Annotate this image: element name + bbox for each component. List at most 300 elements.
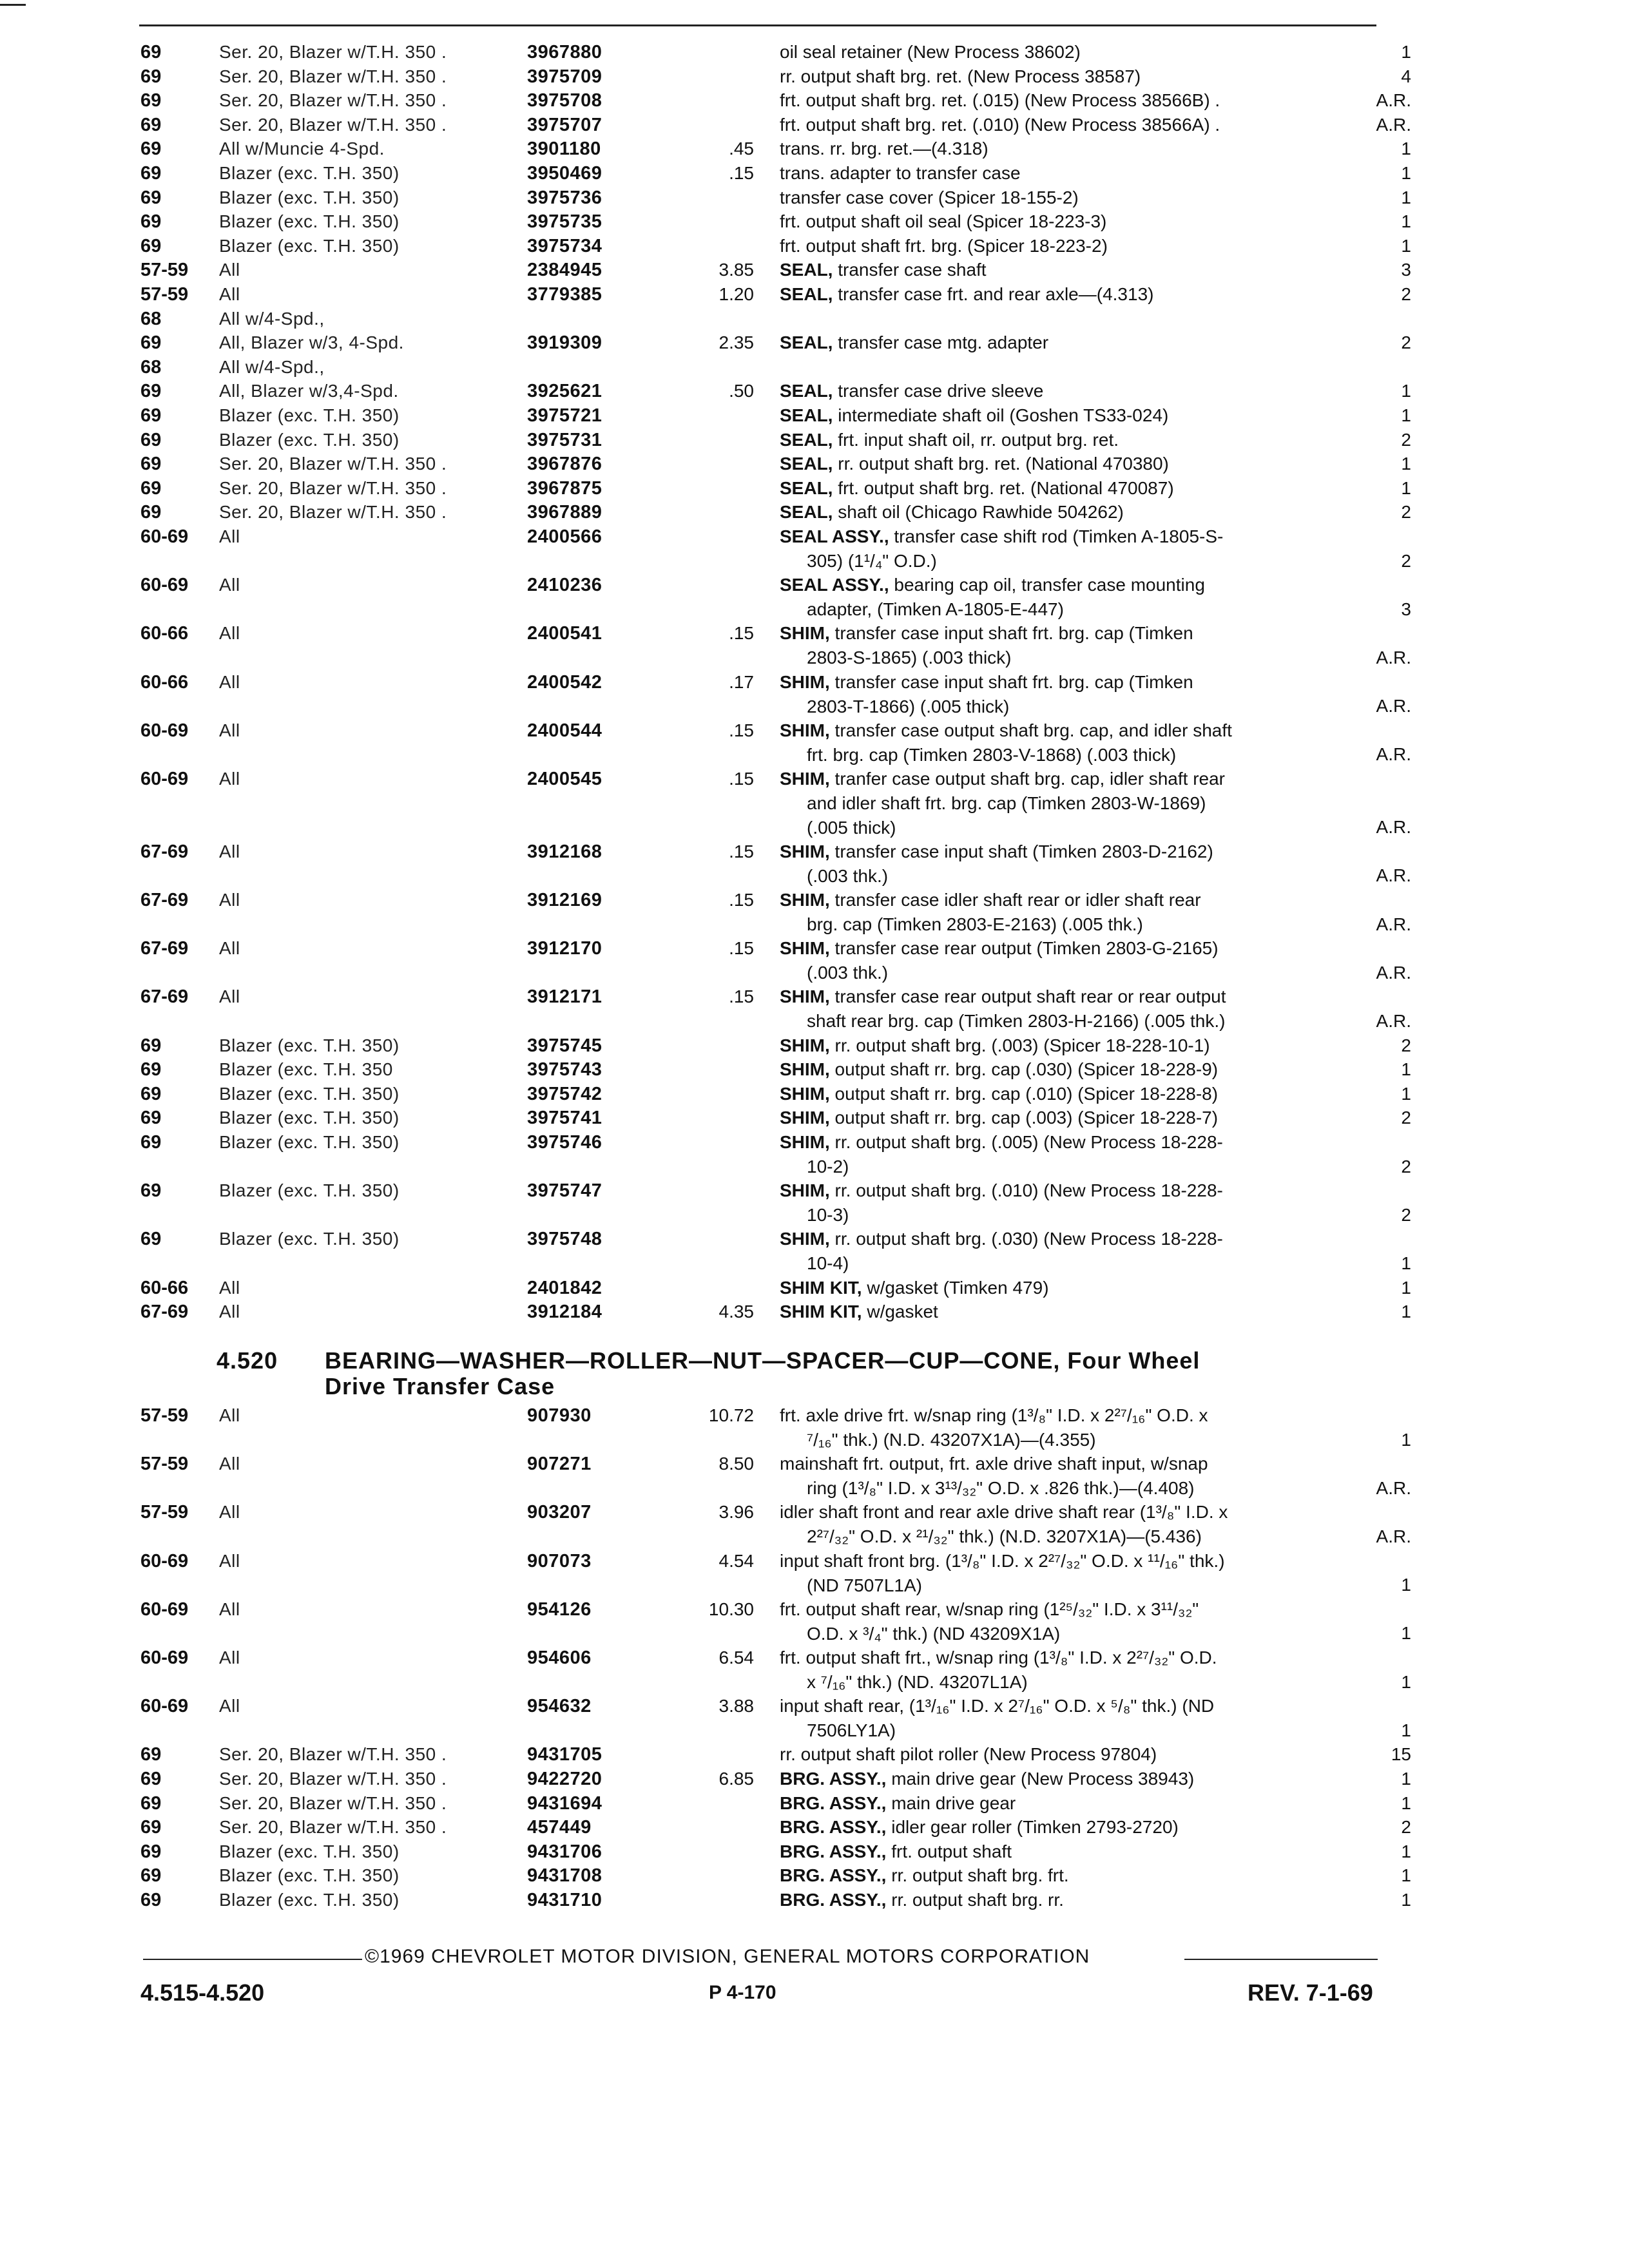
description-line [780,888,1353,912]
model-year: 60-69 [140,769,189,789]
model-year: 60-69 [140,1599,189,1620]
description-text: main drive gear (New Process 38943) [886,1769,1195,1789]
description-text: trans. rr. brg. ret.—(4.318) [780,139,988,159]
description-line [780,234,1353,258]
quantity: 1 [1401,1769,1411,1789]
quantity: 15 [1391,1744,1411,1765]
model-year: 57-59 [140,284,189,305]
description-line [780,816,1353,840]
part-number: 3975745 [527,1035,602,1056]
description-text: (.003 thk.) [807,865,889,886]
model-year: 68 [140,308,162,329]
model-application: Ser. 20, Blazer w/T.H. 350 . [219,477,447,498]
description-line [780,767,1353,791]
list-price: .15 [729,163,754,183]
part-description [780,1033,1353,1058]
part-description [780,64,1353,89]
description-line [780,1009,1353,1033]
part-description [780,621,1353,670]
model-application: All [219,1454,240,1474]
model-application: Blazer (exc. T.H. 350) [219,187,400,207]
quantity: 1 [1401,1671,1411,1692]
model-year: 60-66 [140,623,189,644]
model-year: 67-69 [140,890,189,910]
quantity: A.R. [1376,647,1411,668]
footer-rule-right [1184,1959,1378,1960]
model-year: 69 [140,235,162,256]
description-text: mainshaft frt. output, frt. axle drive shaft input, w/snap [780,1454,1208,1474]
list-price: 4.35 [718,1302,754,1322]
description-text: rr. output shaft brg. (.003) (Spicer 18-228-10-1) [829,1035,1210,1055]
model-year: 69 [140,211,162,233]
model-application: Ser. 20, Blazer w/T.H. 350 . [219,1817,447,1838]
part-number: 3912184 [527,1302,602,1323]
description-text: transfer case input shaft (Timken 2803-D-2162) [829,841,1213,861]
description-line [780,64,1353,89]
description-text: oil seal retainer (New Process 38602) [780,42,1081,62]
description-line [780,1742,1353,1767]
model-application: All [219,986,240,1007]
section-range: 4.515-4.520 [140,1979,265,2006]
description-text: input shaft rear, (1³/₁₆" I.D. x 2⁷/₁₆" O.D. x ⁵/₈" thk.) (ND [780,1696,1215,1716]
part-keyword: SHIM, [780,623,830,644]
list-price: 2.35 [718,332,754,353]
part-description [780,524,1353,573]
model-application: Blazer (exc. T.H. 350) [219,1180,400,1201]
part-keyword: SHIM, [780,1180,830,1201]
part-number: 907271 [527,1454,592,1475]
model-year: 60-69 [140,1696,189,1717]
model-application: Blazer (exc. T.H. 350) [219,235,400,256]
description-line [780,452,1353,476]
model-year: 67-69 [140,938,189,959]
description-line [780,1694,1353,1718]
model-year: 69 [140,1792,162,1814]
quantity: 1 [1401,1083,1411,1104]
list-price: .15 [729,841,754,861]
description-line [780,621,1353,646]
part-number: 2400566 [527,526,602,547]
description-line [780,476,1353,501]
description-line [780,1203,1353,1227]
description-text: 7506LY1A) [807,1720,896,1741]
model-application: All [219,1277,240,1298]
part-description [780,718,1353,767]
quantity: 2 [1401,1156,1411,1177]
list-price: .17 [729,671,754,692]
description-text: frt. output shaft oil seal (Spicer 18-223-3) [780,211,1107,232]
description-text: 2²⁷/₃₂" O.D. x ²¹/₃₂" thk.) (N.D. 3207X1A)—(5.436) [807,1526,1202,1547]
part-description [780,840,1353,889]
model-application: Blazer (exc. T.H. 350) [219,1132,400,1152]
revision-date: REV. 7-1-69 [1248,1979,1373,2006]
description-text: frt. output shaft brg. ret. (National 470087) [833,477,1174,498]
quantity: 1 [1401,1429,1411,1450]
part-description [780,1082,1353,1106]
part-description [780,670,1353,719]
model-application: Blazer (exc. T.H. 350) [219,1229,400,1249]
part-number: 3950469 [527,163,602,184]
part-number: 3912168 [527,841,602,862]
model-year: 67-69 [140,1302,189,1323]
part-number: 907073 [527,1550,592,1571]
quantity: 2 [1401,550,1411,571]
part-number: 9431710 [527,1890,602,1910]
model-year: 60-69 [140,575,189,596]
part-keyword: SHIM, [780,720,830,740]
model-application: All [219,575,240,595]
model-year: 69 [140,477,162,499]
part-description [780,573,1353,622]
quantity: A.R. [1376,1477,1411,1498]
quantity: 1 [1401,211,1411,232]
description-line [780,1276,1353,1300]
part-number: 3975742 [527,1083,602,1104]
model-year: 57-59 [140,1502,189,1523]
description-line [780,1251,1353,1276]
part-keyword: SEAL, [780,405,833,425]
description-text: rr. output shaft pilot roller (New Process 97804) [780,1744,1157,1765]
model-year: 69 [140,1083,162,1104]
model-year: 60-69 [140,1648,189,1668]
description-text: output shaft rr. brg. cap (.003) (Spicer 18-228-7) [829,1108,1219,1128]
part-keyword: SEAL, [780,429,833,450]
description-line [780,1840,1353,1864]
part-keyword: SEAL ASSY., [780,526,889,546]
description-line [780,379,1353,403]
part-number: 2384945 [527,260,602,281]
description-text: frt. input shaft oil, rr. output brg. ret. [833,429,1119,450]
part-number: 3975746 [527,1132,602,1153]
model-application: Blazer (exc. T.H. 350) [219,405,400,425]
part-description [780,1500,1353,1549]
part-keyword: SEAL, [780,477,833,498]
part-number: 2400545 [527,769,602,789]
model-year: 67-69 [140,841,189,862]
part-keyword: SEAL, [780,381,833,401]
part-description [780,186,1353,210]
description-text: transfer case shift rod (Timken A-1805-S- [889,526,1224,546]
model-year: 69 [140,454,162,475]
quantity: A.R. [1376,90,1411,111]
quantity: 1 [1401,1841,1411,1861]
part-keyword: SEAL, [780,502,833,523]
description-line [780,209,1353,234]
part-keyword: SHIM, [780,1083,830,1104]
model-application: Blazer (exc. T.H. 350) [219,429,400,450]
model-year: 69 [140,1744,162,1765]
part-number: 3975721 [527,405,602,426]
part-number: 2400542 [527,671,602,693]
description-line [780,113,1353,137]
model-year: 69 [140,332,162,354]
description-text: transfer case rear output (Timken 2803-G-2165) [829,938,1219,959]
description-line [780,1888,1353,1912]
model-application: Ser. 20, Blazer w/T.H. 350 . [219,114,447,135]
model-application: Ser. 20, Blazer w/T.H. 350 . [219,90,447,111]
description-text: transfer case drive sleeve [833,381,1044,401]
part-keyword: SEAL, [780,260,833,280]
top-rule [139,24,1376,26]
model-year: 69 [140,1132,162,1153]
footer-rule-left [143,1959,362,1960]
model-application: Blazer (exc. T.H. 350) [219,1841,400,1861]
model-application: All [219,623,240,644]
model-application: All [219,841,240,861]
list-price: 6.54 [718,1648,754,1667]
model-application: All, Blazer w/3, 4-Spd. [219,332,404,353]
description-line [780,282,1353,307]
description-line [780,331,1353,355]
model-year: 69 [140,429,162,450]
model-application: All [219,284,240,304]
model-application: All, Blazer w/3,4-Spd. [219,381,399,401]
part-description [780,40,1353,64]
quantity: 1 [1401,1890,1411,1910]
quantity: A.R. [1376,1010,1411,1031]
part-description [780,1549,1353,1598]
description-text: rr. output shaft brg. (.005) (New Process 18-228- [829,1132,1223,1152]
quantity: 1 [1401,405,1411,425]
corner-mark [0,4,26,6]
part-keyword: SHIM, [780,1035,830,1055]
part-keyword: BRG. ASSY., [780,1792,887,1813]
part-description [780,428,1353,452]
description-line [780,1597,1353,1622]
model-application: All [219,1302,240,1322]
model-year: 57-59 [140,1405,189,1426]
quantity: A.R. [1376,962,1411,983]
part-description [780,1597,1353,1646]
quantity: 4 [1401,66,1411,86]
part-number: 954606 [527,1648,592,1668]
description-text: ⁷/₁₆" thk.) (N.D. 43207X1A)—(4.355) [807,1430,1096,1450]
model-year: 69 [140,1229,162,1250]
part-description [780,1767,1353,1791]
list-price: 8.50 [718,1454,754,1474]
model-application: Ser. 20, Blazer w/T.H. 350 . [219,66,447,86]
model-application: Blazer (exc. T.H. 350 [219,1059,393,1080]
list-price: .50 [729,381,754,401]
model-year: 69 [140,1817,162,1838]
description-text: frt. output shaft rear, w/snap ring (1²⁵/₃₂" I.D. x 3¹¹/₃₂" [780,1599,1199,1619]
part-description [780,403,1353,428]
model-year: 60-66 [140,1277,189,1298]
description-line [780,1791,1353,1816]
part-keyword: BRG. ASSY., [780,1841,887,1861]
part-keyword: SHIM, [780,986,830,1007]
description-line [780,1227,1353,1251]
model-application: Blazer (exc. T.H. 350) [219,211,400,232]
model-year: 69 [140,1865,162,1887]
list-price: .15 [729,938,754,959]
description-text: 10-3) [807,1205,849,1225]
model-application: All [219,1696,240,1716]
part-description [780,1791,1353,1816]
quantity: A.R. [1376,865,1411,886]
quantity: 1 [1401,1792,1411,1813]
description-text: brg. cap (Timken 2803-E-2163) (.005 thk.) [807,914,1143,934]
model-application: Ser. 20, Blazer w/T.H. 350 . [219,454,447,474]
model-year: 60-66 [140,671,189,693]
part-number: 3975734 [527,235,602,256]
part-description [780,379,1353,403]
model-application: All [219,1550,240,1571]
part-number: 3967875 [527,477,602,499]
model-year: 60-69 [140,526,189,547]
model-application: All [219,526,240,546]
quantity: 2 [1401,284,1411,304]
part-number: 903207 [527,1502,592,1523]
model-application: Ser. 20, Blazer w/T.H. 350 . [219,502,447,523]
quantity: A.R. [1376,914,1411,934]
model-application: Ser. 20, Blazer w/T.H. 350 . [219,42,447,62]
part-keyword: SHIM, [780,1108,830,1128]
description-text: (ND 7507L1A) [807,1575,922,1595]
quantity: 3 [1401,260,1411,280]
description-line [780,500,1353,524]
quantity: 2 [1401,332,1411,353]
part-keyword: BRG. ASSY., [780,1890,887,1910]
model-year: 69 [140,139,162,160]
part-description [780,1815,1353,1840]
section-number: 4.520 [217,1347,278,1374]
description-line [780,985,1353,1009]
model-application: Blazer (exc. T.H. 350) [219,163,400,183]
part-description [780,1178,1353,1227]
part-keyword: SEAL ASSY., [780,575,889,595]
part-description [780,209,1353,234]
description-text: transfer case frt. and rear axle—(4.313) [833,284,1154,304]
description-text: 10-2) [807,1157,849,1177]
part-number: 9422720 [527,1769,602,1789]
list-price: 4.54 [718,1550,754,1571]
part-keyword: BRG. ASSY., [780,1865,887,1886]
part-number: 9431706 [527,1841,602,1862]
description-line [780,403,1353,428]
model-year: 67-69 [140,986,189,1008]
description-line [780,718,1353,743]
description-line [780,1767,1353,1791]
part-keyword: SHIM, [780,938,830,959]
description-text: transfer case input shaft frt. brg. cap (Timken [829,671,1193,692]
quantity: A.R. [1376,696,1411,716]
description-line [780,1033,1353,1058]
quantity: 2 [1401,429,1411,450]
part-keyword: SHIM KIT, [780,1302,862,1322]
part-number: 3975731 [527,429,602,450]
description-line [780,1573,1353,1598]
part-number: 3975708 [527,90,602,111]
description-line [780,549,1353,573]
part-number: 3912171 [527,986,602,1008]
description-line [780,1549,1353,1573]
description-line [780,961,1353,985]
model-application: Blazer (exc. T.H. 350) [219,1035,400,1055]
list-price: .45 [729,139,754,159]
part-description [780,1646,1353,1695]
part-number: 3975747 [527,1180,602,1202]
part-description [780,888,1353,937]
description-text: 2803-S-1865) (.003 thick) [807,648,1012,668]
model-application: Blazer (exc. T.H. 350) [219,1865,400,1886]
description-text: frt. output shaft frt. brg. (Spicer 18-223-2) [780,235,1108,256]
description-text: rr. output shaft brg. (.030) (New Process 18-228- [829,1229,1223,1249]
description-text: transfer case shaft [833,260,987,280]
part-description [780,1130,1353,1179]
part-number: 3779385 [527,284,602,305]
quantity: 2 [1401,1108,1411,1128]
quantity: 2 [1401,1817,1411,1838]
description-text: shaft oil (Chicago Rawhide 504262) [833,502,1124,523]
description-text: adapter, (Timken A-1805-E-447) [807,599,1064,620]
description-text: 10-4) [807,1253,849,1274]
part-number: 457449 [527,1817,592,1838]
list-price: 6.85 [718,1769,754,1789]
description-line [780,137,1353,161]
model-year: 60-69 [140,1550,189,1571]
description-line [780,1500,1353,1524]
part-description [780,1452,1353,1501]
part-description [780,1403,1353,1452]
part-number: 9431694 [527,1792,602,1814]
part-description [780,137,1353,161]
model-application: Ser. 20, Blazer w/T.H. 350 . [219,1792,447,1813]
model-application: Blazer (exc. T.H. 350) [219,1890,400,1910]
part-number: 3975748 [527,1229,602,1250]
description-line [780,1403,1353,1428]
copyright-notice: ©1969 CHEVROLET MOTOR DIVISION, GENERAL MOTORS CORPORATION [365,1946,1090,1967]
description-text: 2803-T-1866) (.005 thick) [807,696,1010,716]
part-description [780,1300,1353,1324]
description-text: intermediate shaft oil (Goshen TS33-024) [833,405,1169,425]
part-description [780,88,1353,113]
quantity: 2 [1401,1035,1411,1055]
model-year: 69 [140,1841,162,1862]
description-line [780,1057,1353,1082]
model-year: 69 [140,187,162,208]
part-number: 3912170 [527,938,602,959]
part-number: 3975735 [527,211,602,233]
description-line [780,428,1353,452]
description-line [780,1524,1353,1549]
description-line [780,1815,1353,1840]
description-text: tranfer case output shaft brg. cap, idler shaft rear [829,769,1225,789]
description-line [780,1082,1353,1106]
part-description [780,331,1353,355]
description-line [780,936,1353,961]
model-year: 69 [140,163,162,184]
description-line [780,161,1353,186]
list-price: 10.30 [708,1599,754,1619]
part-keyword: SHIM, [780,1059,830,1080]
description-text: transfer case cover (Spicer 18-155-2) [780,187,1079,207]
quantity: 1 [1401,163,1411,183]
part-number: 2401842 [527,1277,602,1298]
description-text: transfer case output shaft brg. cap, and idler shaft [829,720,1232,740]
description-line [780,40,1353,64]
description-line [780,1178,1353,1203]
description-line [780,524,1353,549]
model-application: All w/Muncie 4-Spd. [219,139,385,159]
description-line [780,912,1353,937]
part-number: 3975736 [527,187,602,208]
description-text: frt. output shaft frt., w/snap ring (1³/₈" I.D. x 2²⁷/₃₂" O.D. [780,1648,1217,1667]
description-text: frt. axle drive frt. w/snap ring (1³/₈" I.D. x 2²⁷/₁₆" O.D. x [780,1405,1208,1425]
part-keyword: BRG. ASSY., [780,1769,887,1789]
part-description [780,282,1353,307]
part-number: 3975743 [527,1059,602,1081]
